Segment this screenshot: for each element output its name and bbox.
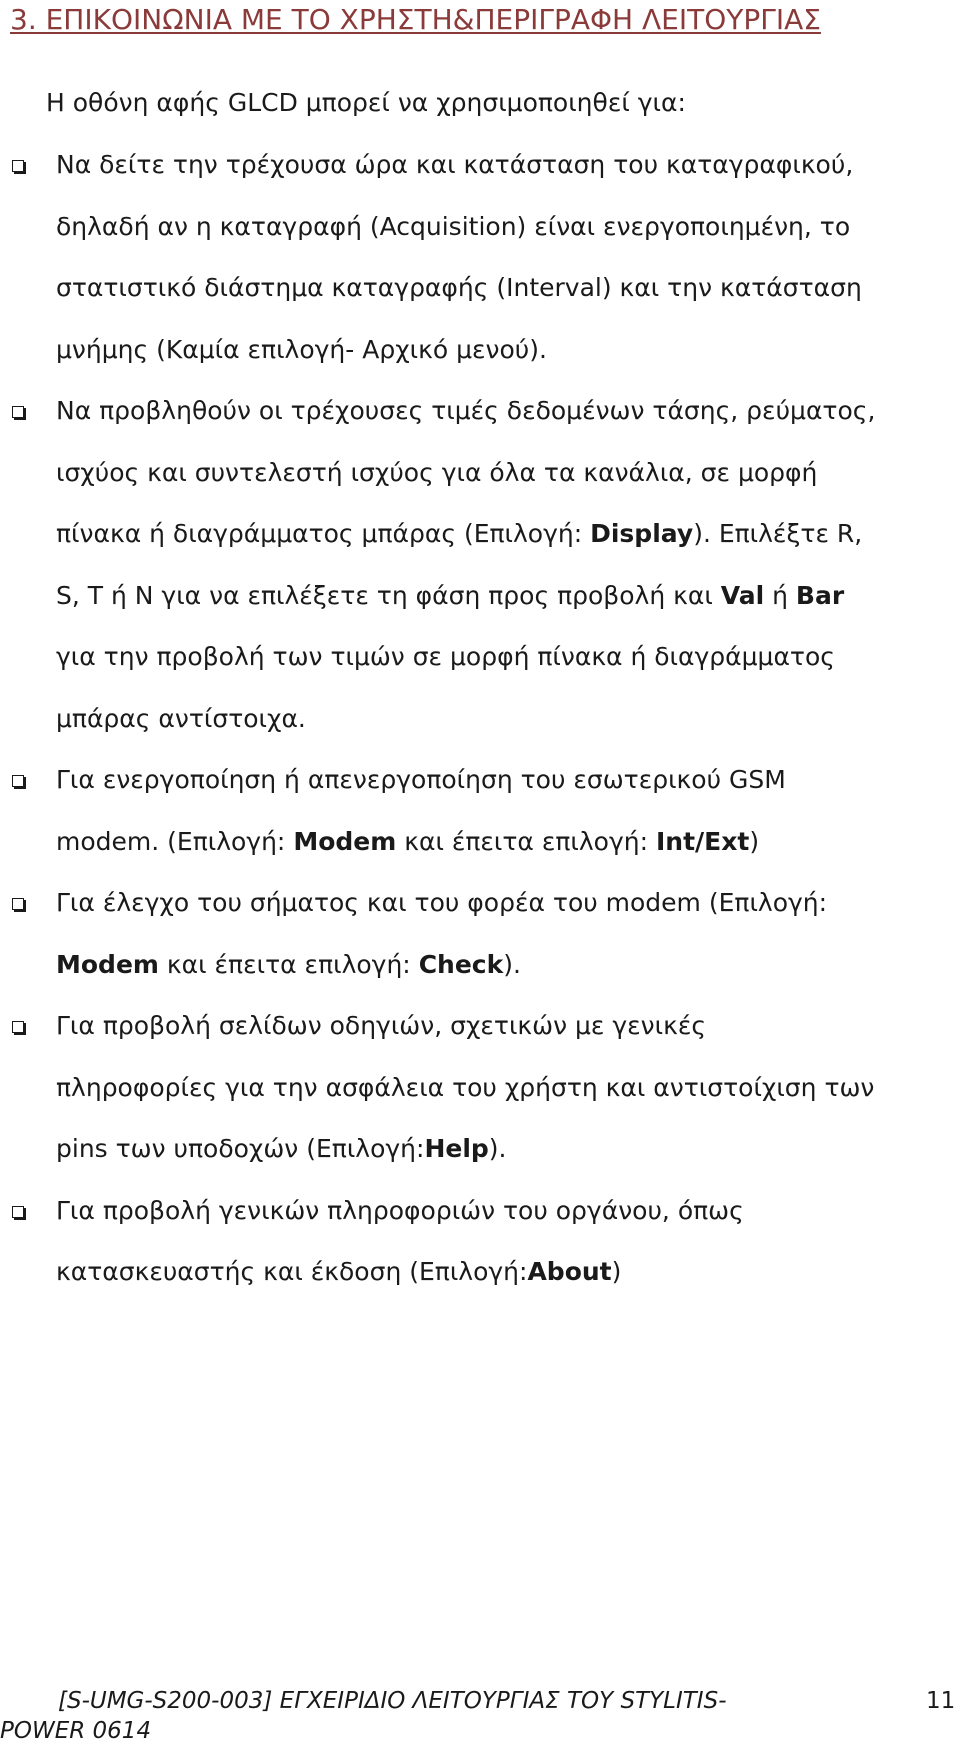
list-item-line bbox=[56, 702, 306, 736]
list-item-line bbox=[56, 825, 759, 859]
list-item-line bbox=[56, 763, 786, 797]
text-segment: μπάρας αντίστοιχα. bbox=[56, 703, 306, 733]
bold-term: Int/Ext bbox=[656, 826, 750, 856]
checkbox-bullet-icon bbox=[12, 406, 24, 418]
bold-term: Display bbox=[590, 519, 694, 548]
text-segment: Για προβολή γενικών πληροφοριών του οργάνου, όπως bbox=[56, 1195, 744, 1225]
bold-term: Bar bbox=[795, 580, 845, 610]
text-segment: Να δείτε την τρέχουσα ώρα και κατάσταση του καταγραφικού, bbox=[56, 150, 854, 179]
list-item-line bbox=[56, 456, 817, 490]
list-item-line bbox=[56, 948, 521, 982]
text-segment: και έπειτα επιλογή: bbox=[396, 826, 656, 856]
list-item-line bbox=[56, 886, 827, 920]
list-item-line bbox=[56, 579, 844, 613]
text-segment: Για προβολή σελίδων οδηγιών, σχετικών με γενικές bbox=[56, 1011, 707, 1040]
bold-term: Val bbox=[720, 580, 765, 610]
text-segment: στατιστικό διάστημα καταγραφής (Interval) και την κατάσταση bbox=[56, 273, 862, 302]
footer-document-title: [S-UMG-S200-003] ΕΓΧΕΙΡΙΔΙΟ ΛΕΙΤΟΥΡΓΙΑΣ ΤΟΥ STYLITIS- bbox=[58, 1688, 727, 1714]
page-number: 11 bbox=[926, 1688, 956, 1714]
list-item-line bbox=[56, 1132, 506, 1166]
text-segment: πληροφορίες για την ασφάλεια του χρήστη και αντιστοίχιση των bbox=[56, 1072, 875, 1102]
text-segment: κατασκευαστής και έκδοση (Επιλογή: bbox=[56, 1257, 528, 1286]
text-segment: πίνακα ή διαγράμματος μπάρας (Επιλογή: bbox=[56, 519, 591, 548]
checkbox-bullet-icon bbox=[12, 1206, 24, 1218]
bold-term: Check bbox=[418, 949, 504, 979]
text-segment: ) bbox=[749, 826, 760, 856]
list-item-line bbox=[56, 1009, 706, 1043]
text-segment: ). bbox=[488, 1134, 507, 1163]
text-segment: ισχύος και συντελεστή ισχύος για όλα τα κανάλια, σε μορφή bbox=[56, 457, 818, 487]
text-segment: μνήμης (Καμία επιλογή- Αρχικό μενού). bbox=[56, 334, 547, 364]
text-segment: και έπειτα επιλογή: bbox=[158, 949, 419, 979]
section-heading: 3. ΕΠΙΚΟΙΝΩΝΙΑ ΜΕ ΤΟ ΧΡΗΣΤΗ&ΠΕΡΙΓΡΑΦΗ ΛΕΙΤΟΥΡΓΙΑΣ bbox=[10, 3, 821, 36]
bold-term: Modem bbox=[293, 826, 397, 856]
text-segment: pins των υποδοχών (Επιλογή: bbox=[56, 1134, 425, 1163]
text-segment: δηλαδή αν η καταγραφή (Acquisition) είναι ενεργοποιημένη, το bbox=[56, 211, 851, 241]
list-item-line bbox=[56, 640, 835, 674]
text-segment: S, T ή N για να επιλέξετε τη φάση προς προβολή και bbox=[56, 580, 721, 610]
footer-document-title-continued: POWER 0614 bbox=[0, 1718, 152, 1744]
list-item-line bbox=[56, 394, 875, 428]
list-item-line bbox=[56, 333, 547, 367]
text-segment: για την προβολή των τιμών σε μορφή πίνακα ή διαγράμματος bbox=[56, 642, 835, 671]
text-segment: ) bbox=[611, 1257, 622, 1286]
text-segment: Για έλεγχο του σήματος και του φορέα του modem (Επιλογή: bbox=[56, 888, 828, 917]
checkbox-bullet-icon bbox=[12, 775, 24, 787]
checkbox-bullet-icon bbox=[12, 898, 24, 910]
bold-term: Help bbox=[424, 1134, 489, 1163]
bold-term: About bbox=[527, 1257, 612, 1286]
text-segment: ). Επιλέξτε R, bbox=[693, 519, 863, 548]
list-item-line bbox=[56, 271, 862, 305]
list-item-line bbox=[56, 148, 853, 182]
list-item-line bbox=[56, 210, 850, 244]
text-segment: ). bbox=[503, 949, 521, 979]
list-item-line bbox=[56, 1255, 621, 1289]
list-item-line bbox=[56, 1071, 874, 1105]
checkbox-bullet-icon bbox=[12, 1021, 24, 1033]
list-item-line bbox=[56, 1194, 744, 1228]
bold-term: Modem bbox=[56, 949, 159, 979]
list-item-line bbox=[56, 517, 862, 551]
intro-text: Η οθόνη αφής GLCD μπορεί να χρησιμοποιηθεί για: bbox=[46, 88, 686, 117]
checkbox-bullet-icon bbox=[12, 160, 24, 172]
text-segment: ή bbox=[764, 580, 796, 610]
text-segment: modem. (Επιλογή: bbox=[56, 826, 294, 856]
text-segment: Για ενεργοποίηση ή απενεργοποίηση του εσωτερικού GSM bbox=[56, 765, 786, 794]
text-segment: Να προβληθούν οι τρέχουσες τιμές δεδομένων τάσης, ρεύματος, bbox=[56, 396, 876, 425]
